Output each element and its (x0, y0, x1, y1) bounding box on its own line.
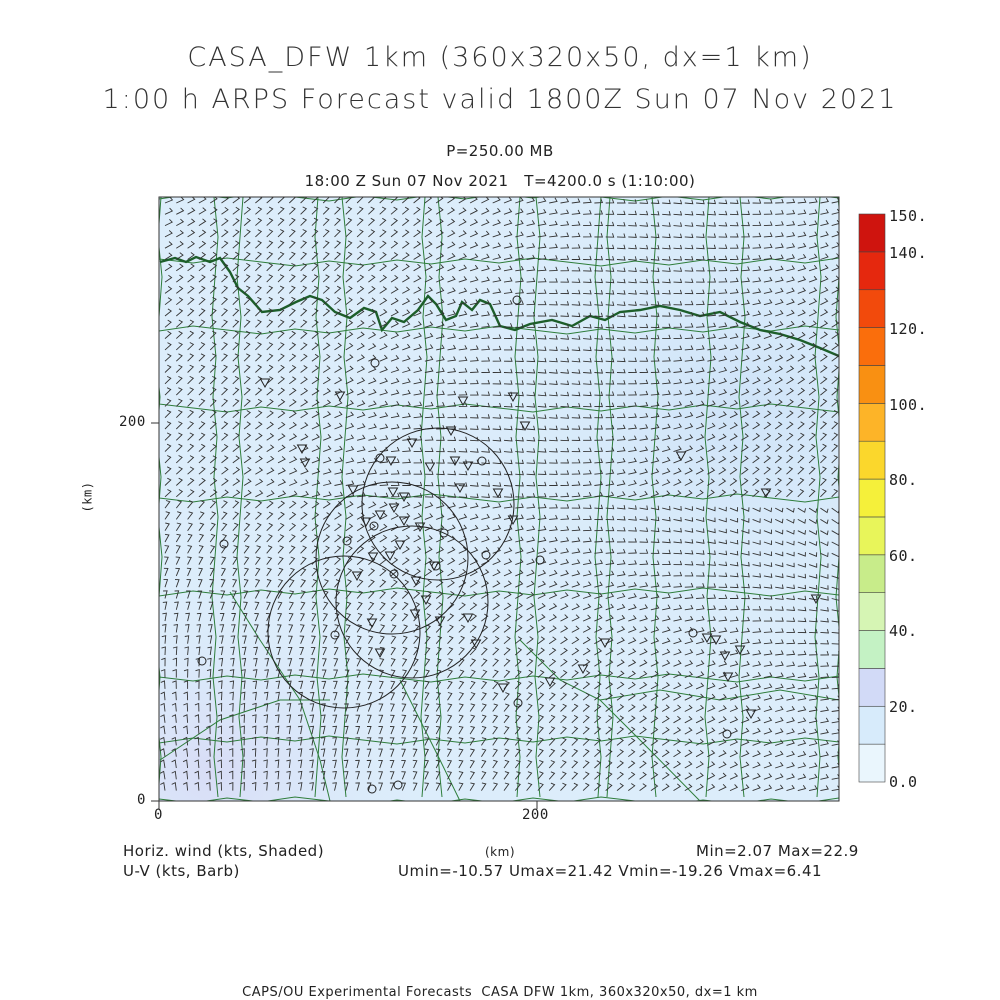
plot-title-line-1: CASA_DFW 1km (360x320x50, dx=1 km) (187, 42, 813, 73)
colorbar-label: 60. (889, 547, 918, 565)
x-axis-unit: (km) (485, 845, 516, 859)
credit-line: CAPS/OU Experimental Forecasts CASA DFW 1km, 360x320x50, dx=1 km (242, 985, 758, 1000)
colorbar (859, 214, 885, 782)
y-tick-label-0: 0 (137, 792, 146, 808)
colorbar-label: 140. (889, 244, 928, 262)
colorbar-swatch (859, 214, 885, 252)
colorbar-swatch (859, 365, 885, 403)
footer-barb-field-label: U-V (kts, Barb) (123, 862, 240, 880)
colorbar-label: 120. (889, 320, 928, 338)
colorbar-swatch (859, 517, 885, 555)
x-tick-label-0: 0 (154, 807, 163, 823)
colorbar-swatch (859, 290, 885, 328)
pressure-level-label: P=250.00 MB (446, 142, 554, 160)
colorbar-swatch (859, 441, 885, 479)
plot-title-line-2: 1:00 h ARPS Forecast valid 1800Z Sun 07 Nov 2021 (102, 84, 898, 115)
colorbar-label: 80. (889, 471, 918, 489)
colorbar-swatch (859, 252, 885, 290)
colorbar-swatch (859, 479, 885, 517)
x-tick-label-200: 200 (522, 807, 549, 823)
colorbar-label: 0.0 (889, 773, 918, 791)
colorbar-swatch (859, 555, 885, 593)
colorbar-label: 40. (889, 622, 918, 640)
colorbar-label: 20. (889, 698, 918, 716)
footer-shaded-field-label: Horiz. wind (kts, Shaded) (123, 842, 325, 860)
colorbar-swatch (859, 668, 885, 706)
colorbar-swatch (859, 744, 885, 782)
colorbar-swatch (859, 706, 885, 744)
colorbar-swatch (859, 403, 885, 441)
colorbar-swatch (859, 593, 885, 631)
y-axis-unit: (km) (80, 481, 95, 513)
uv-extremes-readout: Umin=-10.57 Umax=21.42 Vmin=-19.26 Vmax=6.41 (398, 862, 823, 880)
min-max-readout: Min=2.07 Max=22.9 (696, 842, 859, 860)
colorbar-label: 100. (889, 396, 928, 414)
colorbar-swatch (859, 328, 885, 366)
valid-time-label: 18:00 Z Sun 07 Nov 2021 T=4200.0 s (1:10:00) (304, 172, 696, 190)
colorbar-label: 150. (889, 207, 928, 225)
y-tick-label-200: 200 (119, 414, 146, 430)
colorbar-swatch (859, 631, 885, 669)
